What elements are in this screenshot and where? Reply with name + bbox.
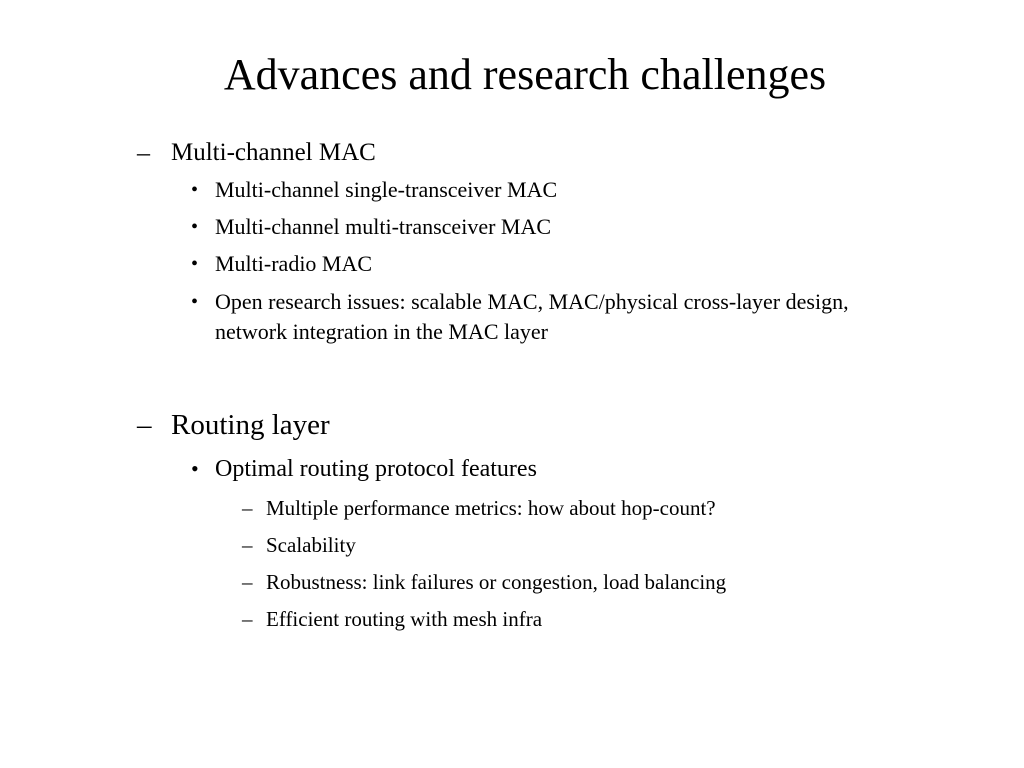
sub-dash-marker: – bbox=[242, 496, 253, 520]
bullet-marker: • bbox=[191, 291, 199, 313]
slide-title: Advances and research challenges bbox=[223, 50, 827, 99]
bullet-item: Multi-channel single-transceiver MAC bbox=[215, 177, 558, 202]
bullet-item: Multi-radio MAC bbox=[215, 251, 373, 276]
sub-dash-marker: – bbox=[242, 533, 253, 557]
sub-item: Efficient routing with mesh infra bbox=[266, 607, 543, 631]
bullet-marker: • bbox=[191, 216, 199, 238]
bullet-item: Multi-channel multi-transceiver MAC bbox=[215, 214, 552, 239]
sub-item: Scalability bbox=[266, 533, 356, 557]
bullet-marker: • bbox=[191, 179, 199, 201]
sub-item: Robustness: link failures or congestion, load balancing bbox=[266, 570, 727, 594]
sub-item: Multiple performance metrics: how about hop-count? bbox=[266, 496, 716, 520]
section-heading-multi-channel-mac: Multi-channel MAC bbox=[171, 139, 376, 166]
section-dash-marker: – bbox=[137, 409, 152, 441]
bullet-marker: • bbox=[191, 253, 199, 275]
bullet-item-continuation: network integration in the MAC layer bbox=[215, 319, 548, 344]
section-heading-routing-layer: Routing layer bbox=[171, 409, 330, 441]
sub-dash-marker: – bbox=[242, 607, 253, 631]
sub-dash-marker: – bbox=[242, 570, 253, 594]
bullet-item: Open research issues: scalable MAC, MAC/physical cross-layer design, bbox=[215, 289, 849, 314]
bullet-marker: • bbox=[191, 456, 199, 481]
section-dash-marker: – bbox=[137, 138, 150, 167]
bullet-item: Optimal routing protocol features bbox=[215, 456, 537, 482]
